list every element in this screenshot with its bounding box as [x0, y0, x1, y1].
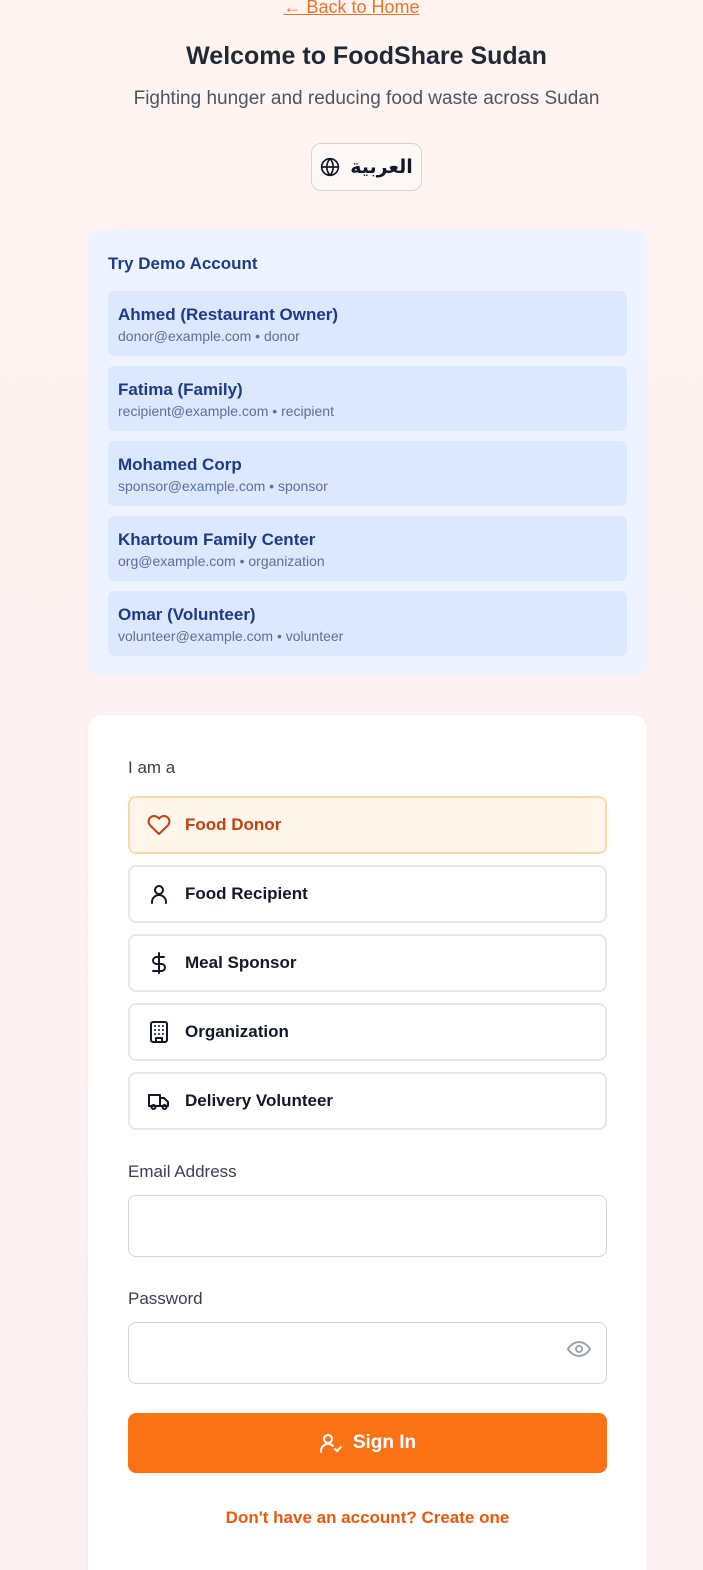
demo-account-detail: sponsor@example.com • sponsor [118, 478, 328, 494]
user-icon [147, 882, 171, 906]
password-field[interactable] [128, 1322, 607, 1384]
demo-account-donor[interactable] [108, 291, 627, 356]
role-option-label: Delivery Volunteer [185, 1091, 334, 1110]
email-label: Email Address [128, 1162, 237, 1181]
role-option-organization[interactable] [128, 1003, 607, 1061]
building-icon [147, 1020, 171, 1044]
dollar-icon [147, 951, 171, 975]
role-option-label: Food Donor [185, 815, 282, 834]
role-option-label: Organization [185, 1022, 289, 1041]
show-password-eye-icon[interactable] [567, 1337, 591, 1361]
demo-account-organization[interactable] [108, 516, 627, 581]
role-label: I am a [128, 758, 176, 777]
sign-in-button[interactable] [128, 1413, 607, 1473]
role-option-food-donor[interactable] [128, 796, 607, 854]
truck-icon [147, 1089, 171, 1113]
password-label: Password [128, 1289, 203, 1308]
user-check-icon [319, 1431, 343, 1455]
create-account-link[interactable]: Don't have an account? Create one [225, 1508, 510, 1527]
role-option-delivery-volunteer[interactable] [128, 1072, 607, 1130]
language-label: العربية [350, 156, 413, 178]
demo-account-name: Khartoum Family Center [118, 530, 316, 549]
role-option-meal-sponsor[interactable] [128, 934, 607, 992]
demo-account-name: Fatima (Family) [118, 380, 243, 399]
role-option-label: Food Recipient [185, 884, 308, 903]
demo-account-name: Omar (Volunteer) [118, 605, 256, 624]
sign-in-label: Sign In [352, 1432, 417, 1453]
back-to-home-link[interactable]: ← Back to Home [283, 0, 420, 17]
globe-icon [320, 157, 340, 177]
demo-account-recipient[interactable] [108, 366, 627, 431]
role-option-food-recipient[interactable] [128, 865, 607, 923]
page-title: Welcome to FoodShare Sudan [186, 42, 547, 70]
heart-icon [147, 813, 171, 837]
demo-account-name: Mohamed Corp [118, 455, 242, 474]
demo-account-detail: recipient@example.com • recipient [118, 403, 334, 419]
demo-account-name: Ahmed (Restaurant Owner) [118, 305, 339, 324]
language-toggle-button[interactable] [311, 143, 422, 191]
demo-account-detail: donor@example.com • donor [118, 328, 300, 344]
demo-accounts-title: Try Demo Account [108, 254, 258, 273]
demo-account-volunteer[interactable] [108, 591, 627, 656]
email-field[interactable] [128, 1195, 607, 1257]
demo-account-detail: volunteer@example.com • volunteer [118, 628, 344, 644]
role-option-label: Meal Sponsor [185, 953, 297, 972]
demo-account-sponsor[interactable] [108, 441, 627, 506]
demo-account-detail: org@example.com • organization [118, 553, 325, 569]
page-subtitle: Fighting hunger and reducing food waste across Sudan [133, 88, 600, 109]
